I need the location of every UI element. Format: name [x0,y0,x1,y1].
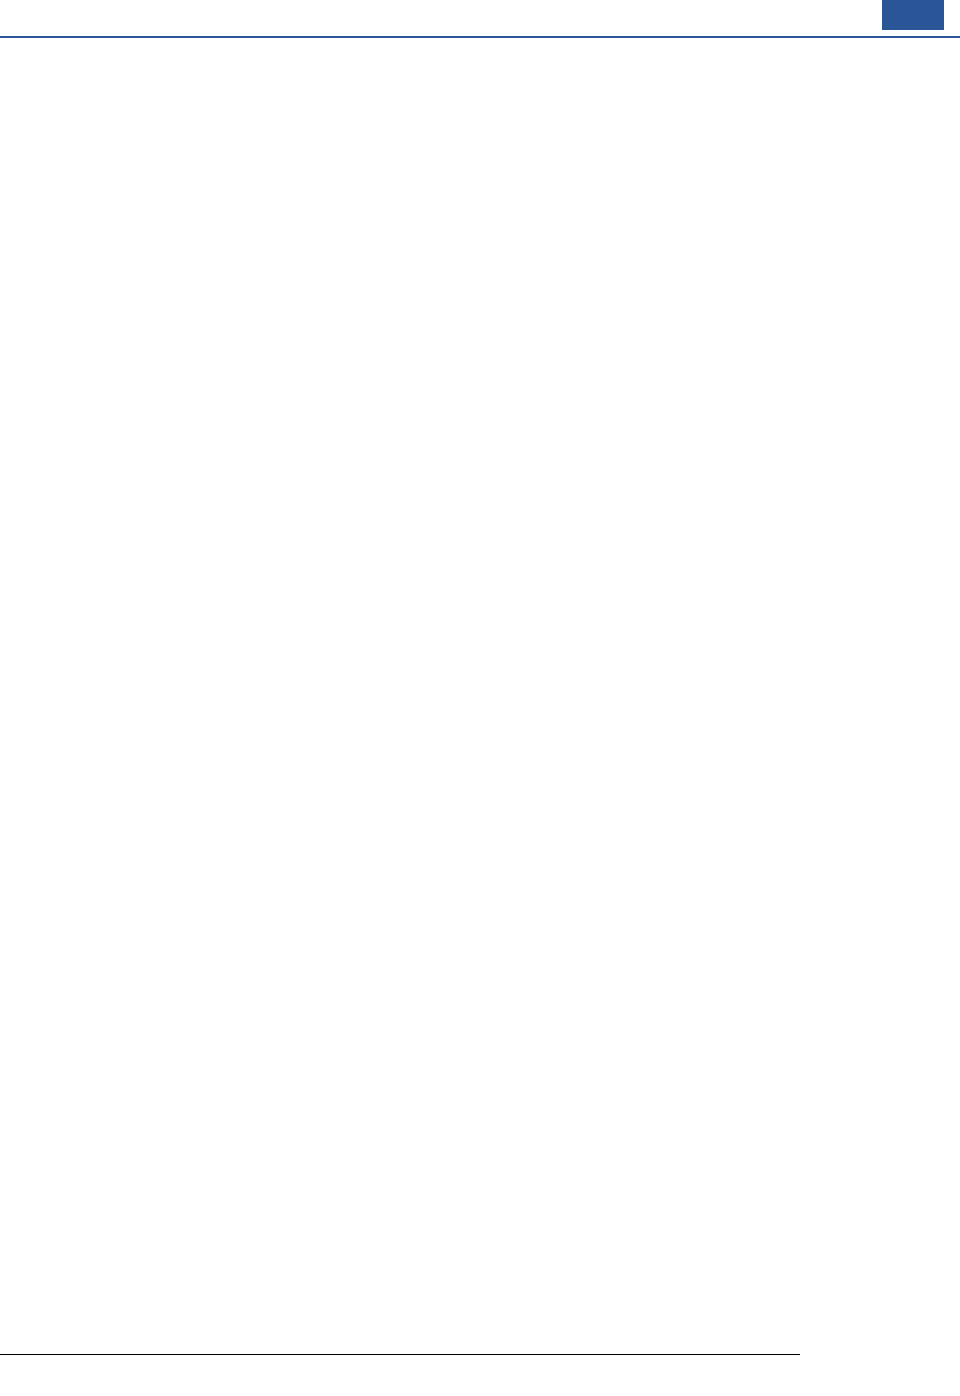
footer-rule [0,1354,800,1355]
